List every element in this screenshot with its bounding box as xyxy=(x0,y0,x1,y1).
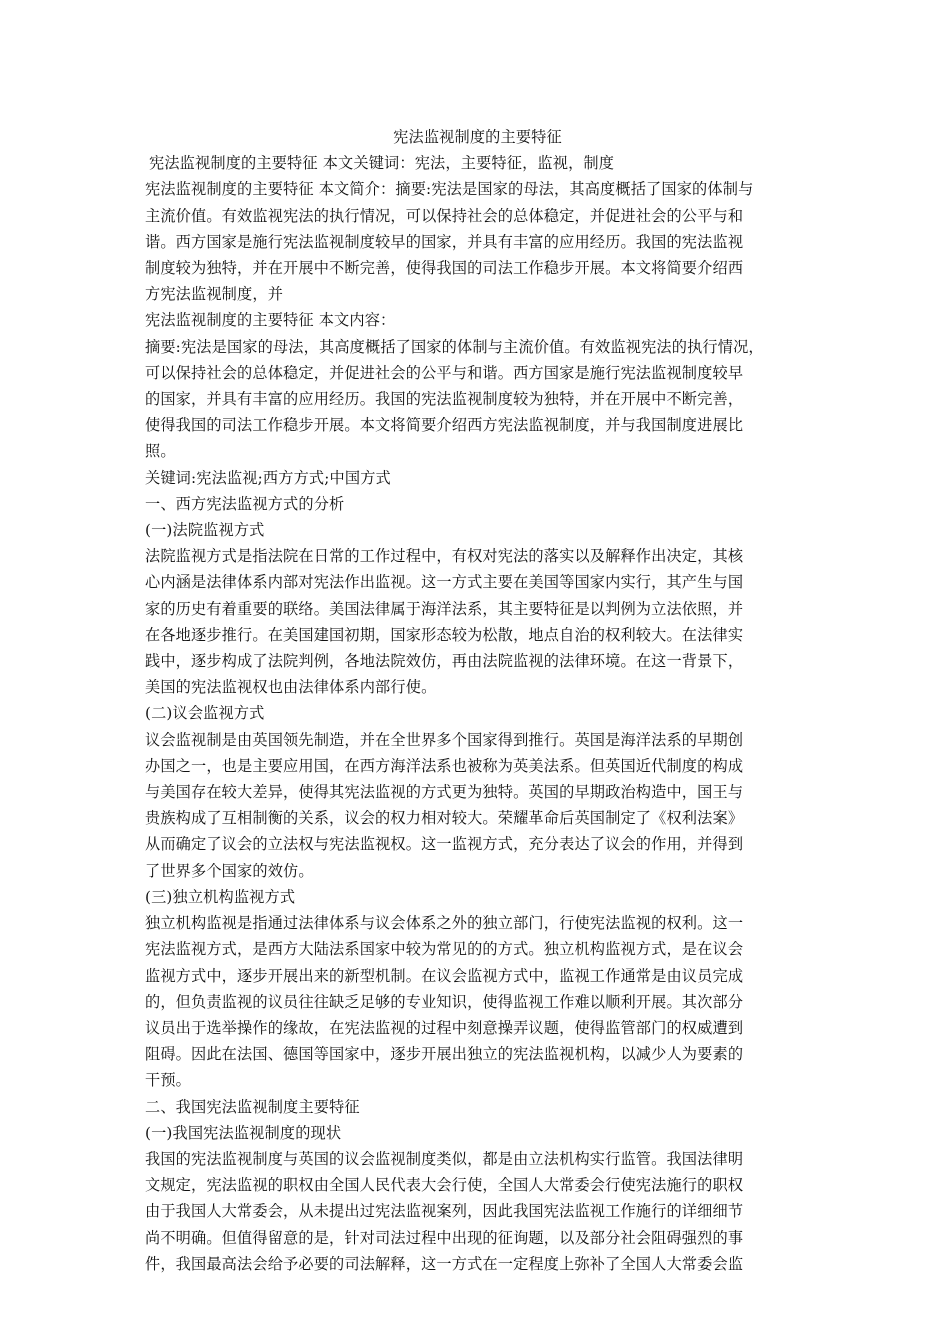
body-paragraph xyxy=(145,543,810,700)
intro-line: 制度较为独特，并在开展中不断完善，使得我国的司法工作稳步开展。本文将简要介绍西 xyxy=(145,259,744,278)
keywords-line: 宪法监视制度的主要特征 本文关键词：宪法，主要特征，监视，制度 xyxy=(149,154,615,173)
body-line: 心内涵是法律体系内部对宪法作出监视。这一方式主要在美国等国家内实行，其产生与国 xyxy=(145,573,744,592)
body-line: 与美国存在较大差异，使得其宪法监视的方式更为独特。英国的早期政治构造中，国王与 xyxy=(145,783,744,802)
body-paragraph xyxy=(145,1146,810,1277)
body-line: 的，但负责监视的议员往往缺乏足够的专业知识，使得监视工作难以顺利开展。其次部分 xyxy=(145,992,744,1011)
body-line: 独立机构监视是指通过法律体系与议会体系之外的独立部门，行使宪法监视的权利。这一 xyxy=(145,914,744,933)
intro-line: 谐。西方国家是施行宪法监视制度较早的国家，并具有丰富的应用经历。我国的宪法监视 xyxy=(145,232,744,251)
body-line: 监视方式中，逐步开展出来的新型机制。在议会监视方式中，监视工作通常是由议员完成 xyxy=(145,966,744,985)
keywords: 关键词:宪法监视;西方方式;中国方式 xyxy=(145,468,391,487)
body-line: 法院监视方式是指法院在日常的工作过程中，有权对宪法的落实以及解释作出决定，其核 xyxy=(145,547,744,566)
body-line: 由于我国人大常委会，从未提出过宪法监视案列，因此我国宪法监视工作施行的详细细节 xyxy=(145,1202,744,1221)
body-line: 家的历史有着重要的联络。美国法律属于海洋法系，其主要特征是以判例为立法依照，并 xyxy=(145,599,744,618)
body-line: 从而确定了议会的立法权与宪法监视权。这一监视方式，充分表达了议会的作用，并得到 xyxy=(145,835,744,854)
body-line: 议员出于选举操作的缘故，在宪法监视的过程中刻意操弄议题，使得监管部门的权威遭到 xyxy=(145,1018,744,1037)
document-title: 宪法监视制度的主要特征 xyxy=(393,128,562,146)
intro-line: 宪法监视制度的主要特征 本文简介：摘要:宪法是国家的母法，其高度概括了国家的体制与 xyxy=(145,180,754,199)
body-line: 阻碍。因此在法国、德国等国家中，逐步开展出独立的宪法监视机构，以减少人为要素的 xyxy=(145,1045,744,1064)
abstract-line: 摘要:宪法是国家的母法，其高度概括了国家的体制与主流价值。有效监视宪法的执行情况， xyxy=(145,337,764,356)
content-label: 宪法监视制度的主要特征 本文内容： xyxy=(145,311,396,330)
subsection-heading: (一)法院监视方式 xyxy=(145,521,265,540)
body-line: 在各地逐步推行。在美国建国初期，国家形态较为松散，地点自治的权利较大。在法律实 xyxy=(145,625,744,644)
body-paragraph xyxy=(145,727,810,884)
body-line: 贵族构成了互相制衡的关系，议会的权力相对较大。荣耀革命后英国制定了《权利法案》 xyxy=(145,809,744,828)
intro-line: 主流价值。有效监视宪法的执行情况，可以保持社会的总体稳定，并促进社会的公平与和 xyxy=(145,206,744,225)
section-heading: 二、我国宪法监视制度主要特征 xyxy=(145,1097,360,1116)
abstract-line: 的国家，并具有丰富的应用经历。我国的宪法监视制度较为独特，并在开展中不断完善， xyxy=(145,390,744,409)
body-line: 践中，逐步构成了法院判例，各地法院效仿，再由法院监视的法律环境。在这一背景下， xyxy=(145,652,744,671)
subsection-heading: (一)我国宪法监视制度的现状 xyxy=(145,1123,342,1142)
body-line: 办国之一，也是主要应用国，在西方海洋法系也被称为英美法系。但英国近代制度的构成 xyxy=(145,756,744,775)
abstract-paragraph xyxy=(145,334,810,465)
body-line: 文规定，宪法监视的职权由全国人民代表大会行使，全国人大常委会行使宪法施行的职权 xyxy=(145,1176,744,1195)
body-line: 干预。 xyxy=(145,1071,192,1090)
intro-line: 方宪法监视制度，并 xyxy=(145,285,284,304)
subsection-heading: (二)议会监视方式 xyxy=(145,704,265,723)
document-page xyxy=(145,124,810,1277)
subsection-heading: (三)独立机构监视方式 xyxy=(145,887,296,906)
body-line: 件，我国最高法会给予必要的司法解释，这一方式在一定程度上弥补了全国人大常委会监 xyxy=(145,1254,744,1273)
section-heading: 一、西方宪法监视方式的分析 xyxy=(145,494,345,513)
abstract-line: 可以保持社会的总体稳定，并促进社会的公平与和谐。西方国家是施行宪法监视制度较早 xyxy=(145,363,744,382)
body-line: 尚不明确。但值得留意的是，针对司法过程中出现的征询题，以及部分社会阻碍强烈的事 xyxy=(145,1228,744,1247)
abstract-line: 使得我国的司法工作稳步开展。本文将简要介绍西方宪法监视制度，并与我国制度进展比 xyxy=(145,416,744,435)
abstract-line: 照。 xyxy=(145,442,176,461)
body-line: 了世界多个国家的效仿。 xyxy=(145,861,314,880)
body-line: 美国的宪法监视权也由法律体系内部行使。 xyxy=(145,678,437,697)
intro-paragraph xyxy=(145,176,810,307)
body-line: 宪法监视方式，是西方大陆法系国家中较为常见的的方式。独立机构监视方式，是在议会 xyxy=(145,940,744,959)
body-paragraph xyxy=(145,910,810,1093)
body-line: 议会监视制是由英国领先制造，并在全世界多个国家得到推行。英国是海洋法系的早期创 xyxy=(145,730,744,749)
body-line: 我国的宪法监视制度与英国的议会监视制度类似，都是由立法机构实行监管。我国法律明 xyxy=(145,1149,744,1168)
